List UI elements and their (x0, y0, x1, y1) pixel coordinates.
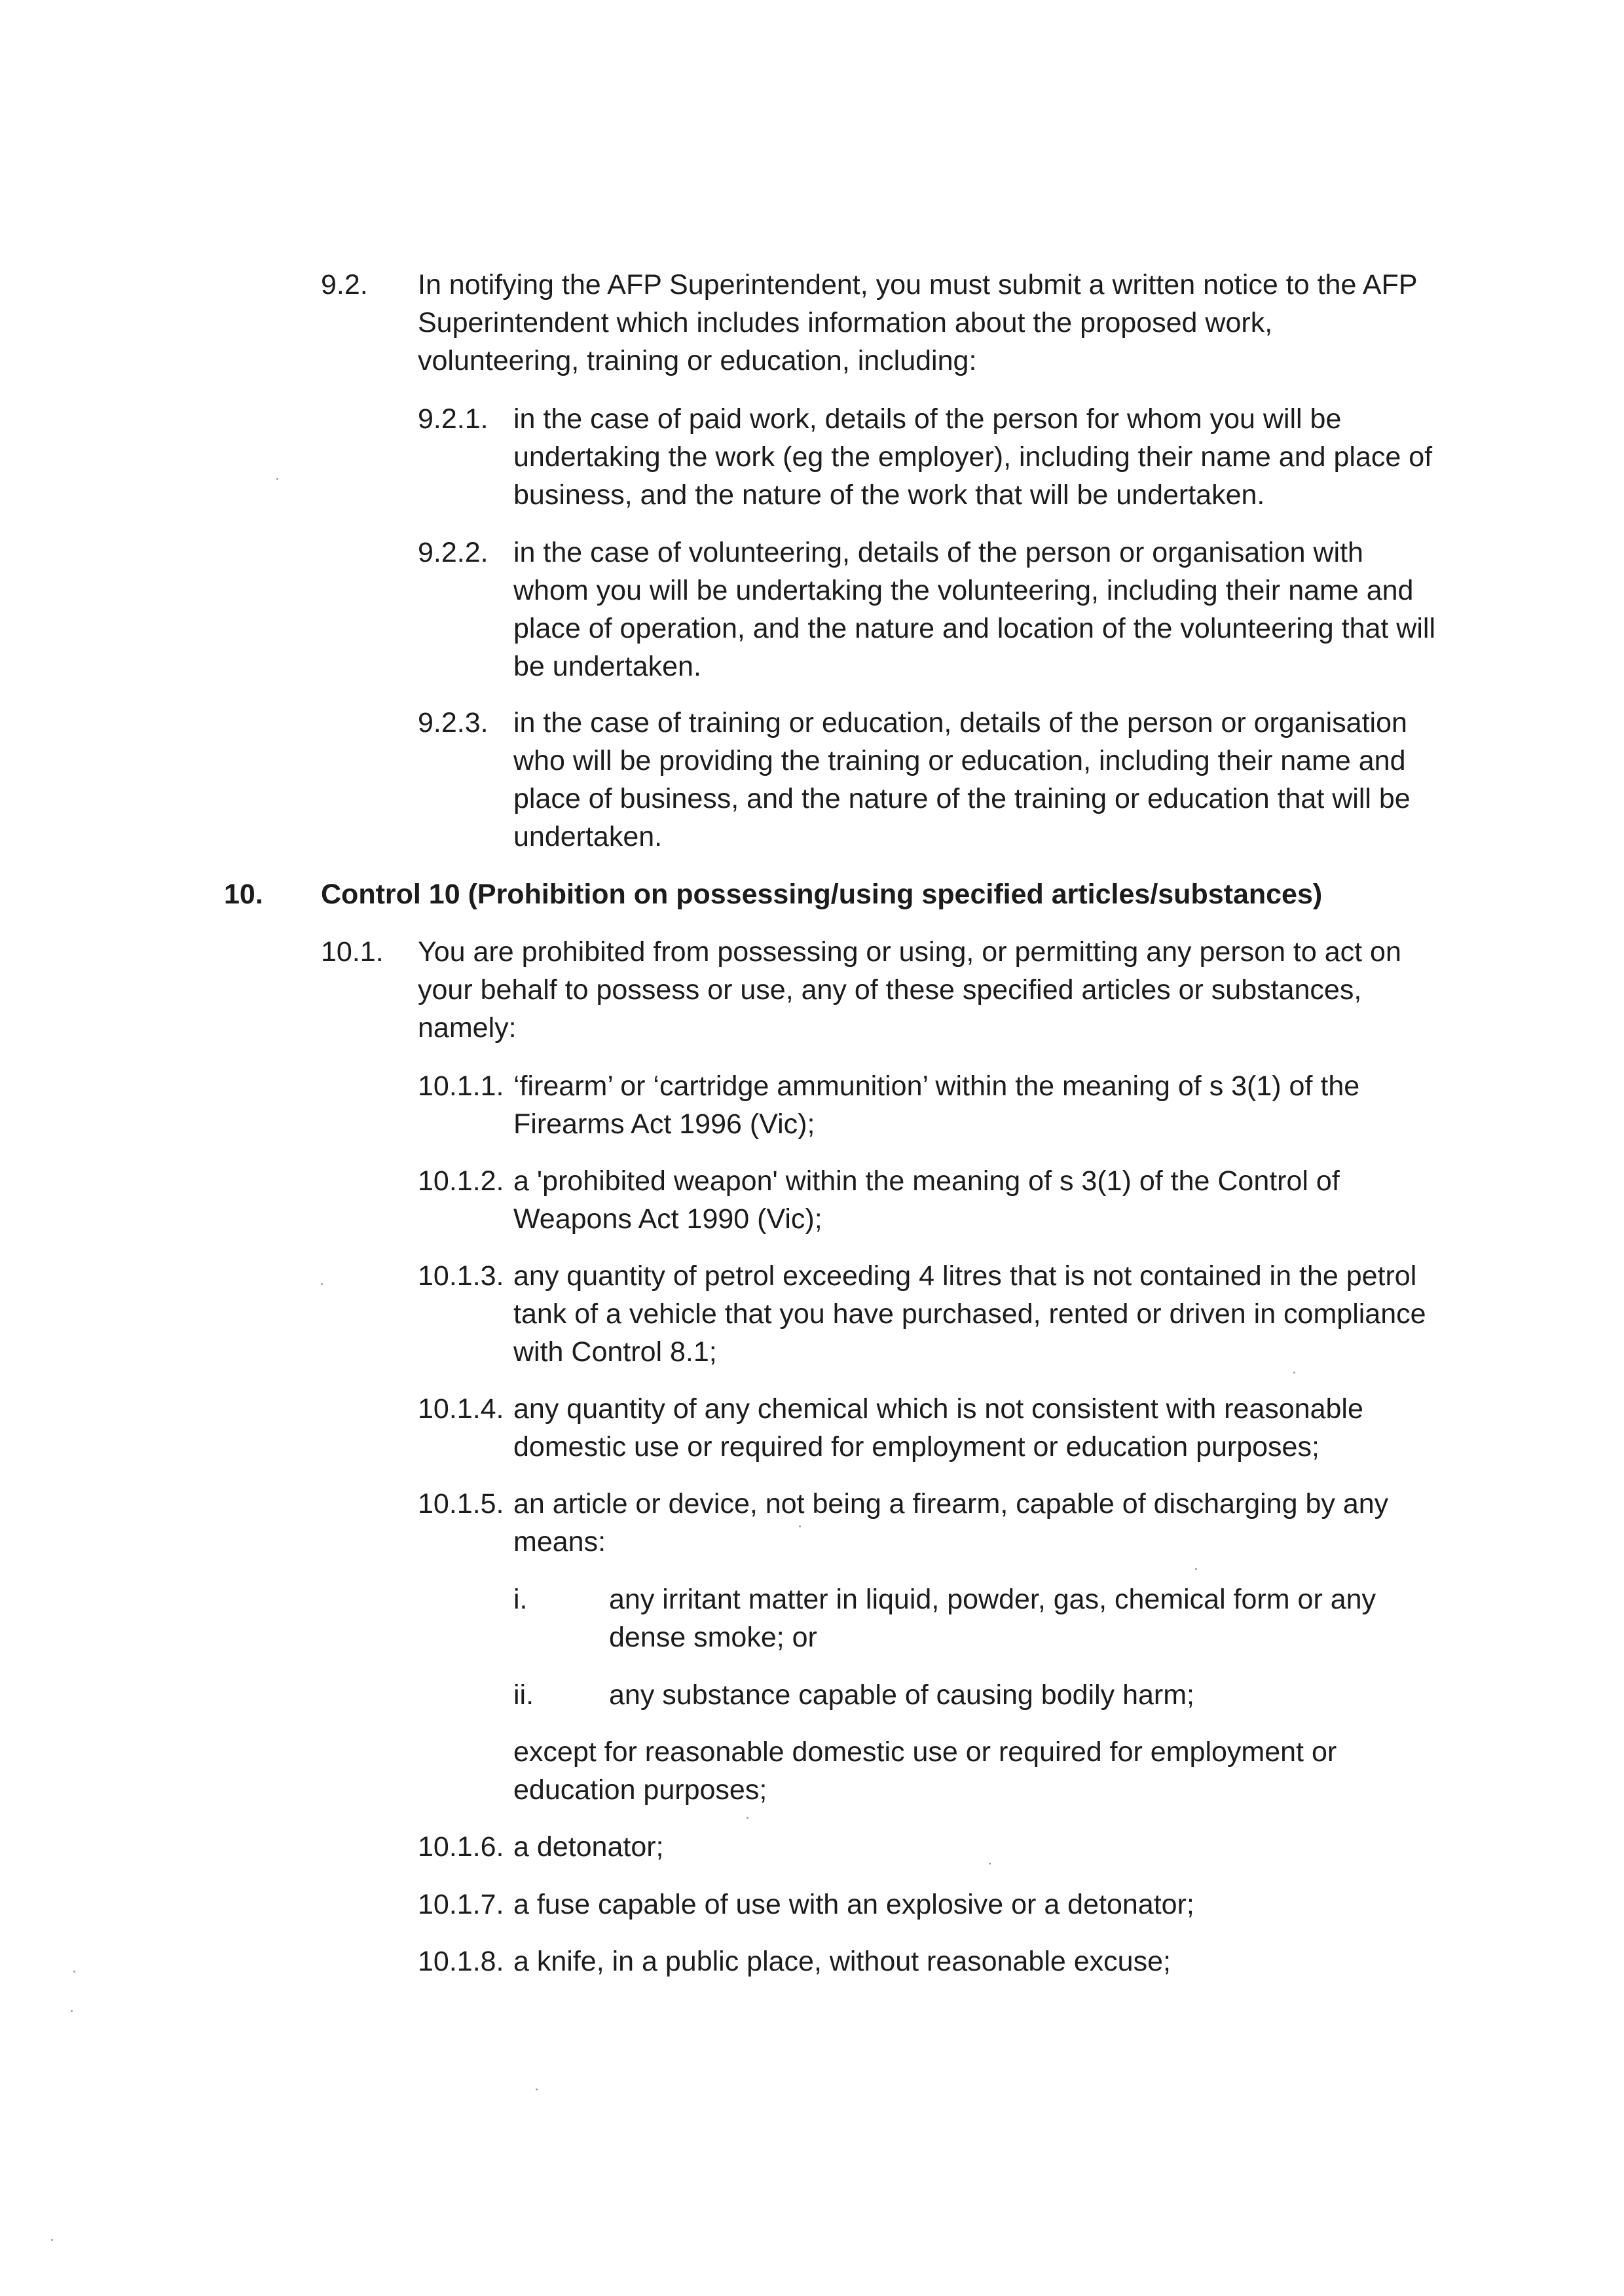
clause-text: a fuse capable of use with an explosive or a detonator; (513, 1889, 1194, 1920)
clause-number: 10.1.3. (418, 1260, 504, 1292)
heading-text: Control 10 (Prohibition on possessing/using specified articles/substances) (321, 879, 1323, 910)
clause-number: 9.2.3. (418, 707, 489, 738)
heading-number: 10. (224, 879, 263, 910)
clause-number: 10.1.8. (418, 1946, 504, 1977)
clause-text: in the case of paid work, details of the person for whom you will be undertaking the work (eg the employer), including their name and place of business, and the nature of the work that will be undertaken. (513, 403, 1433, 511)
clause-text: a 'prohibited weapon' within the meaning of s 3(1) of the Control of Weapons Act 1990 (Vic); (513, 1165, 1340, 1235)
clause-10-1-5-except (513, 1733, 1437, 1809)
clause-text: ‘firearm’ or ‘cartridge ammunition’ within the meaning of s 3(1) of the Firearms Act 1996 (Vic); (513, 1070, 1360, 1140)
clause-text: any quantity of any chemical which is not consistent with reasonable domestic use or required for employment or education purposes; (513, 1393, 1363, 1463)
scan-speck (799, 1525, 801, 1527)
clause-text: in the case of volunteering, details of the person or organisation with whom you will be undertaking the volunteering, including their name and place of operation, and the nature and location of the volunteering that will be undertaken. (513, 537, 1436, 682)
clause-number: 10.1.6. (418, 1831, 504, 1863)
scan-speck (1293, 1372, 1295, 1374)
clause-text: any irritant matter in liquid, powder, gas, chemical form or any dense smoke; or (609, 1584, 1376, 1653)
clause-text: In notifying the AFP Superintendent, you must submit a written notice to the AFP Superintendent which includes information about the proposed work, volunteering, training or education, including: (418, 269, 1417, 376)
clause-number: 9.2. (321, 269, 368, 301)
scan-speck (51, 2239, 53, 2241)
clause-number: 10.1. (321, 936, 384, 968)
clause-number: 10.1.2. (418, 1165, 504, 1197)
clause-number: 9.2.2. (418, 537, 489, 568)
clause-number: 10.1.1. (418, 1070, 504, 1102)
scan-speck (276, 478, 278, 480)
clause-text: a detonator; (513, 1831, 664, 1863)
scan-speck (1195, 1568, 1197, 1570)
clause-number: 10.1.4. (418, 1393, 504, 1425)
clause-text: a knife, in a public place, without reasonable excuse; (513, 1946, 1171, 1977)
clause-text: any quantity of petrol exceeding 4 litres that is not contained in the petrol tank of a vehicle that you have purchased, rented or driven in compliance with Control 8.1; (513, 1260, 1426, 1368)
clause-text: an article or device, not being a firearm, capable of discharging by any means: (513, 1488, 1389, 1558)
clause-number: i. (513, 1584, 528, 1615)
scan-speck (536, 2088, 538, 2090)
scan-speck (321, 1283, 323, 1285)
clause-text: any substance capable of causing bodily harm; (609, 1679, 1194, 1711)
clause-text: except for reasonable domestic use or required for employment or education purposes; (513, 1736, 1337, 1806)
clause-text: You are prohibited from possessing or using, or permitting any person to act on your behalf to possess or use, any of these specified articles or substances, namely: (418, 936, 1401, 1044)
scan-speck (747, 1817, 748, 1819)
scan-speck (73, 1971, 75, 1973)
scan-speck (71, 2010, 73, 2012)
clause-number: ii. (513, 1679, 534, 1711)
clause-number: 10.1.5. (418, 1488, 504, 1520)
clause-text: in the case of training or education, details of the person or organisation who will be providing the training or education, including their name and place of business, and the nature of the training or education that will be undertaken. (513, 707, 1411, 852)
scan-speck (989, 1863, 991, 1865)
clause-number: 9.2.1. (418, 403, 489, 435)
clause-number: 10.1.7. (418, 1889, 504, 1920)
